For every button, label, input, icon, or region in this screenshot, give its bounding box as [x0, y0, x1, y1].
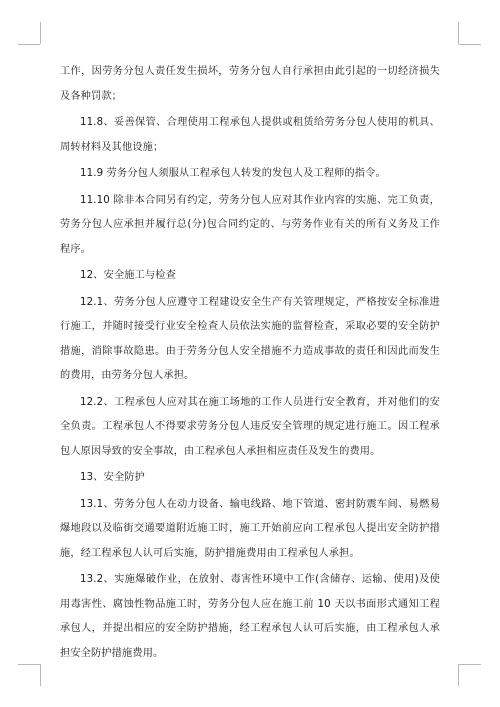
clause-11-9: 11.9 劳务分包人须服从工程承包人转发的发包人及工程师的指令。 [80, 168, 386, 179]
section-heading-12: 12、安全施工与检查 [80, 270, 176, 281]
crop-mark-top-left [40, 22, 41, 44]
paragraph-continuation: 工作，因劳务分包人责任发生损坏，劳务分包人自行承担由此引起的一切经济损失及各种罚款； [60, 66, 440, 102]
crop-mark-bottom-right [458, 664, 459, 686]
crop-mark-bottom-left [40, 664, 41, 686]
clause-11-8: 11.8、妥善保管、合理使用工程承包人提供或租赁给劳务分包人使用的机具、周转材料及其他设施； [60, 117, 440, 153]
clause-11-10: 11.10 除非本合同另有约定，劳务分包人应对其作业内容的实施、完工负责，劳务分包人应承担并履行总(分)包合同约定的、与劳务作业有关的所有义务及工作程序。 [60, 194, 440, 255]
clause-12-1: 12.1、劳务分包人应遵守工程建设安全生产有关管理规定，严格按安全标准进行施工，并随时接受行业安全检查人员依法实施的监督检查，采取必要的安全防护措施，消除事故隐患。由于劳务分包人安全措施不力造成事故的责任和因此而发生的费用，由劳务分包人承担。 [60, 296, 440, 381]
clause-13-1: 13.1、劳务分包人在动力设备、输电线路、地下管道、密封防震车间、易燃易爆地段以及临街交通要道附近施工时，施工开始前应向工程承包人提出安全防护措施，经工程承包人认可后实施，防护措施费用由工程承包人承担。 [60, 498, 440, 559]
document-body [60, 60, 440, 666]
crop-mark-top-left [18, 44, 40, 45]
crop-mark-top-right [458, 22, 459, 44]
crop-mark-bottom-right [459, 664, 481, 665]
section-heading-13: 13、安全防护 [80, 472, 145, 483]
clause-12-2: 12.2、工程承包人应对其在施工场地的工作人员进行安全教育，并对他们的安全负责。工程承包人不得要求劳务分包人违反安全管理的规定进行施工。因工程承包人原因导致的安全事故，由工程承包人承担相应责任及发生的费用。 [60, 396, 440, 457]
clause-13-2: 13.2、实施爆破作业，在放射、毒害性环境中工作(含储存、运输、使用)及使用毒害性、腐蚀性物品施工时，劳务分包人应在施工前 10 天以书面形式通知工程承包人，并提出相应的安全防护措施，经工程承包人认可后实施，由工程承包人承担安全防护措施费用。 [60, 574, 440, 659]
crop-mark-top-right [459, 44, 481, 45]
crop-mark-bottom-left [18, 664, 40, 665]
